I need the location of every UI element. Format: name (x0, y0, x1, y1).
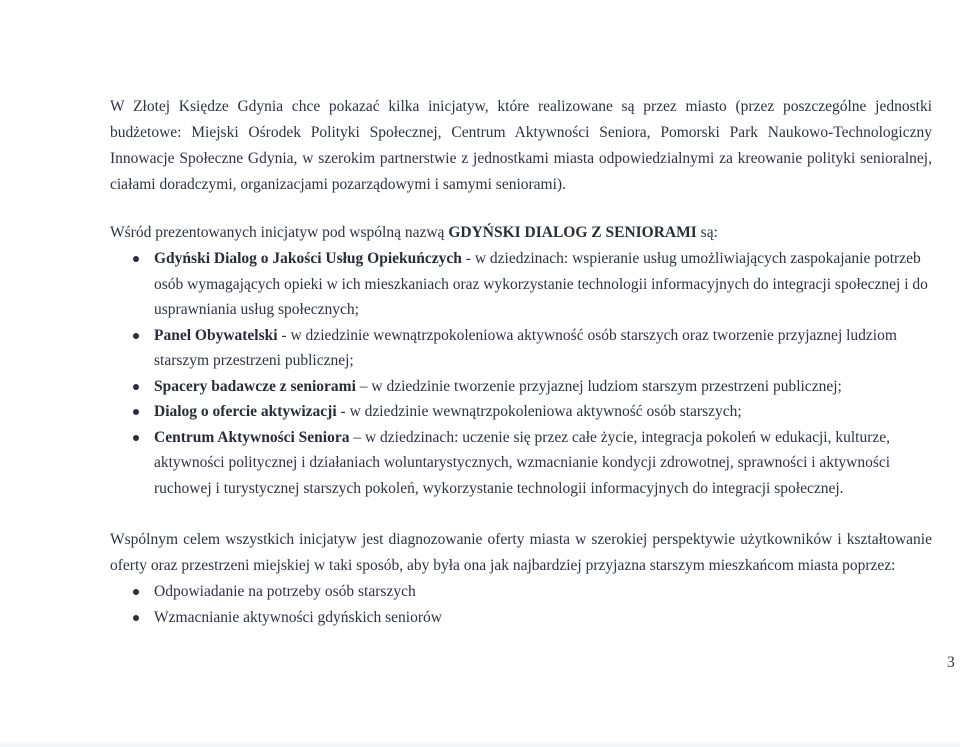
initiatives-intro-after: są: (696, 224, 718, 241)
scan-edge (0, 741, 960, 747)
initiatives-list (110, 246, 932, 501)
list-item (110, 399, 932, 425)
bullet-icon (133, 384, 139, 390)
list-item (110, 425, 932, 502)
bullet-icon (133, 333, 139, 339)
initiative-description: – w dziedzinach: uczenie się przez całe życie, integracja pokoleń w edukacji, kulturze, aktywności politycznej i działaniach woluntarystycznych, wzmacnianie kondycji zdrowotnej, sprawności i aktywności ruchowej i turystycznej starszych pokoleń, wykorzystanie technologii informacyjnych do integracji społecznej. (154, 428, 891, 497)
initiatives-intro (110, 220, 932, 246)
program-name: GDYŃSKI DIALOG Z SENIORAMI (448, 224, 697, 241)
initiative-description: - w dziedzinie wewnątrzpokoleniowa aktywność osób starszych oraz tworzenie przyjaznej ludziom starszym przestrzeni publicznej; (154, 326, 897, 369)
intro-paragraph: W Złotej Księdze Gdynia chce pokazać kilka inicjatyw, które realizowane są przez miasto (przez poszczególne jednostki budżetowe: Miejski Ośrodek Polityki Społecznej, Centrum Aktywności Seniora, Pomorski Park Naukowo-Technologiczny Innowacje Społeczne Gdynia, w szerokim partnerstwie z jednostkami miasta odpowiedzialnymi za kreowanie polityki senioralnej, ciałami doradczymi, organizacjami pozarządowymi i samymi seniorami). (110, 98, 932, 193)
initiative-name: Panel Obywatelski (154, 326, 278, 344)
list-item (110, 374, 932, 400)
goal-paragraph: Wspólnym celem wszystkich inicjatyw jest diagnozowanie oferty miasta w szerokiej perspektywie użytkowników i kształtowanie oferty oraz przestrzeni miejskiej w taki sposób, aby była ona jak najbardziej przyjazna starszym mieszkańcom miasta poprzez: (110, 531, 932, 574)
initiative-name: Centrum Aktywności Seniora (154, 428, 350, 446)
goal-text: Odpowiadanie na potrzeby osób starszych (154, 583, 416, 600)
initiative-name: Spacery badawcze z seniorami (154, 377, 356, 395)
document-page (110, 94, 932, 630)
bullet-icon (133, 435, 139, 441)
goal-text: Wzmacnianie aktywności gdyńskich seniorów (154, 608, 442, 626)
initiative-name: Dialog o ofercie aktywizacji (154, 403, 337, 420)
initiative-description: – w dziedzinie tworzenie przyjaznej ludziom starszym przestrzeni publicznej; (355, 377, 842, 395)
initiative-name: Gdyński Dialog o Jakości Usług Opiekuńczych (154, 250, 462, 267)
list-item (110, 579, 932, 605)
initiative-description: - w dziedzinach: wspieranie usług umożliwiających zaspokajanie potrzeb osób wymagających opieki w ich mieszkaniach oraz wykorzystanie technologii informacyjnych do integracji społecznej i do usprawniania usług społecznych; (154, 250, 928, 318)
bullet-icon (133, 589, 139, 595)
initiative-description: - w dziedzinie wewnątrzpokoleniowa aktywność osób starszych; (336, 403, 742, 420)
initiatives-intro-before: Wśród prezentowanych inicjatyw pod wspólną nazwą (110, 224, 449, 241)
page-number: 3 (947, 654, 955, 671)
list-item (110, 323, 932, 374)
bullet-icon (133, 615, 139, 621)
section-gap (110, 501, 932, 527)
bullet-icon (133, 409, 139, 415)
list-item (110, 605, 932, 631)
bullet-icon (133, 256, 139, 262)
list-item (110, 246, 932, 323)
goals-list (110, 579, 932, 630)
